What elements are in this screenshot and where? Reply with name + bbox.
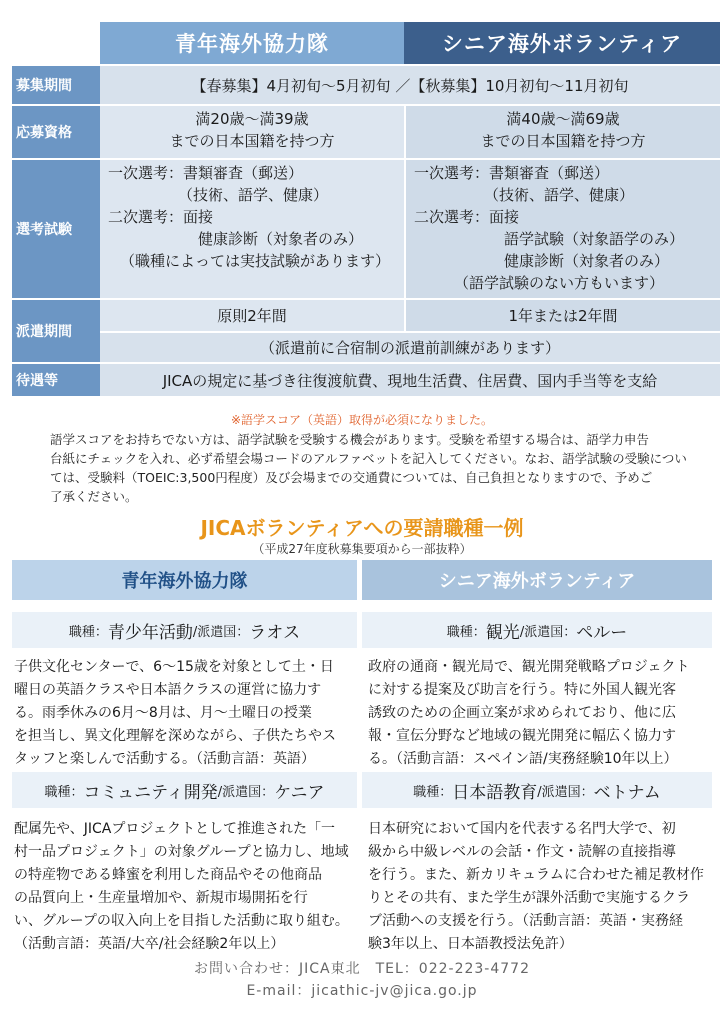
exam-sv-line: 一次選考：書類審査（郵送）	[414, 164, 610, 182]
job-description-line: （活動言語：英語/大卒/社会経験2年以上）	[14, 936, 285, 952]
notice-line: ては、受験料（TOEIC:3,500円程度）及び会場までの交通費については、自己負担となりますので、予めご	[50, 470, 653, 485]
requirements-table	[12, 22, 720, 396]
job-description-line: 日本研究において国内を代表する名門大学で、初	[368, 821, 676, 837]
exam-jocv-line: 一次選考：書類審査（郵送）	[108, 164, 304, 182]
job-description	[368, 818, 718, 956]
job-description-line: タッフと楽しんで活動する。（活動言語：英語）	[14, 751, 315, 767]
job-description-line: 配属先や、JICAプロジェクトとして推進された「一	[14, 821, 336, 837]
job-description-line: 村一品プロジェクト」の対象グループと協力し、地域	[14, 844, 349, 860]
column-header-jocv: 青年海外協力隊	[12, 560, 357, 600]
job-description	[368, 656, 718, 771]
label-recruit-period: 募集期間	[12, 66, 100, 104]
qualification-sv-line: までの日本国籍を持つ方	[480, 132, 646, 150]
exam-jocv-line: 二次選考：面接	[108, 208, 214, 226]
header-blank-cell	[12, 22, 100, 64]
job-country: ペルー	[576, 622, 628, 643]
job-label: 職種：	[68, 624, 108, 640]
exam-sv	[404, 160, 720, 298]
label-dispatch-period: 派遣期間	[12, 300, 100, 362]
benefits-text: JICAの規定に基づき往復渡航費、現地生活費、住居費、国内手当等を支給	[100, 364, 720, 396]
job-description-line: 報・宣伝分野など地域の観光開発に幅広く協力す	[368, 728, 676, 744]
job-description	[14, 818, 359, 956]
column-header-senior-volunteer: シニア海外ボランティア	[362, 560, 712, 600]
country-label: /派遣国：	[192, 624, 250, 640]
job-description-line: の品質向上・生産量増加や、新規市場開拓を行	[14, 890, 308, 906]
label-qualification: 応募資格	[12, 106, 100, 158]
job-description-line: 政府の通商・観光局で、観光開発戦略プロジェクト	[368, 659, 690, 675]
header-jocv: 青年海外協力隊	[100, 22, 404, 64]
row-dispatch-period	[12, 298, 720, 362]
section-subtitle: （平成27年度秋募集要項から一部抜粋）	[252, 542, 472, 556]
job-name: 青少年活動	[107, 622, 193, 643]
job-description-line: りとその共有、また学生が課外活動で実施するクラ	[368, 890, 690, 906]
label-benefits: 待遇等	[12, 364, 100, 396]
job-description-line: 子供文化センターで、6～15歳を対象として土・日	[14, 659, 334, 675]
job-description-line: い、グループの収入向上を目指した活動に取り組む。	[14, 913, 349, 929]
contact-email[interactable]: E-mail：jicathic-jv@jica.go.jp	[246, 983, 478, 999]
language-score-notice-body	[50, 430, 700, 506]
job-description	[14, 656, 359, 771]
exam-sv-line: （語学試験のない方もいます）	[454, 274, 665, 292]
job-label: 職種：	[44, 784, 84, 800]
job-description-line: ブ活動への支援を行う。（活動言語：英語・実務経	[368, 913, 683, 929]
dispatch-period-note: （派遣前に合宿制の派遣前訓練があります）	[100, 331, 720, 362]
country-label: /派遣国：	[519, 624, 577, 640]
exam-sv-line: 語学試験（対象語学のみ）	[504, 230, 685, 248]
row-recruit-period	[12, 64, 720, 104]
job-description-line: 級から中級レベルの会話・作文・読解の直接指導	[368, 844, 676, 860]
job-country: ケニア	[274, 782, 325, 803]
exam-jocv-line: （技術、語学、健康）	[178, 186, 329, 204]
job-title-bar	[362, 772, 712, 808]
label-exam: 選考試験	[12, 160, 100, 298]
qualification-jocv	[100, 106, 404, 158]
dispatch-period-jocv: 原則2年間	[100, 300, 404, 331]
job-name: 日本語教育	[452, 782, 538, 803]
exam-jocv-line: 健康診断（対象者のみ）	[198, 230, 364, 248]
job-label: 職種：	[413, 784, 453, 800]
job-name: 観光	[485, 622, 520, 643]
qualification-jocv-line: 満20歳～満39歳	[195, 110, 309, 128]
dispatch-period-values	[100, 300, 720, 331]
row-benefits	[12, 362, 720, 396]
qualification-jocv-line: までの日本国籍を持つ方	[169, 132, 335, 150]
job-country: ベトナム	[593, 782, 661, 803]
row-qualification	[12, 104, 720, 158]
job-description-line: に対する提案及び助言を行う。特に外国人観光客	[368, 682, 676, 698]
job-description-line: の特産物である蜂蜜を利用した商品やその他商品	[14, 867, 322, 883]
job-country: ラオス	[249, 622, 301, 643]
qualification-sv	[404, 106, 720, 158]
notice-line: 台紙にチェックを入れ、必ず希望会場コードのアルファベットを記入してください。なお、語学試験の受験につい	[50, 451, 687, 466]
notice-line: 了承ください。	[50, 489, 138, 504]
job-description-line: る。雨季休みの6月～8月は、月～土曜日の授業	[14, 705, 312, 721]
qualification-sv-line: 満40歳～満69歳	[506, 110, 620, 128]
job-title-bar	[362, 612, 712, 648]
job-title-bar	[12, 772, 357, 808]
contact-phone: お問い合わせ：JICA東北 TEL：022-223-4772	[194, 961, 530, 977]
job-label: 職種：	[446, 624, 486, 640]
exam-sv-line: （技術、語学、健康）	[484, 186, 635, 204]
exam-jocv-line: （職種によっては実技試験があります）	[120, 252, 391, 270]
job-description-line: を行う。また、新カリキュラムに合わせた補足教材作	[368, 867, 704, 883]
job-name: コミュニティ開発	[83, 782, 218, 803]
country-label: /派遣国：	[537, 784, 594, 800]
exam-jocv	[100, 160, 404, 298]
header-senior-volunteer: シニア海外ボランティア	[404, 22, 720, 64]
dispatch-period-sv: 1年または2年間	[404, 300, 720, 331]
table-header-row	[12, 22, 720, 64]
job-description-line: を担当し、異文化理解を深めながら、子供たちやス	[14, 728, 336, 744]
dispatch-period-cells	[100, 300, 720, 362]
section-title: JICAボランティアへの要請職種一例	[200, 516, 524, 540]
language-score-notice-title: ※語学スコア（英語）取得が必須になりました。	[230, 413, 494, 427]
country-label: /派遣国：	[217, 784, 275, 800]
job-description-line: 誘致のための企画立案が求められており、他に広	[368, 705, 676, 721]
job-description-line: 験3年以上、日本語教授法免許）	[368, 936, 573, 952]
exam-sv-line: 健康診断（対象者のみ）	[504, 252, 670, 270]
recruit-period-text: 【春募集】4月初旬～5月初旬 ／【秋募集】10月初旬～11月初旬	[100, 66, 720, 104]
job-title-bar	[12, 612, 357, 648]
notice-line: 語学スコアをお持ちでない方は、語学試験を受験する機会があります。受験を希望する場合は、語学力申告	[50, 432, 649, 447]
job-description-line: る。（活動言語：スペイン語/実務経験10年以上）	[368, 751, 678, 767]
job-description-line: 曜日の英語クラスや日本語クラスの運営に協力す	[14, 682, 322, 698]
exam-sv-line: 二次選考：面接	[414, 208, 520, 226]
row-exam	[12, 158, 720, 298]
